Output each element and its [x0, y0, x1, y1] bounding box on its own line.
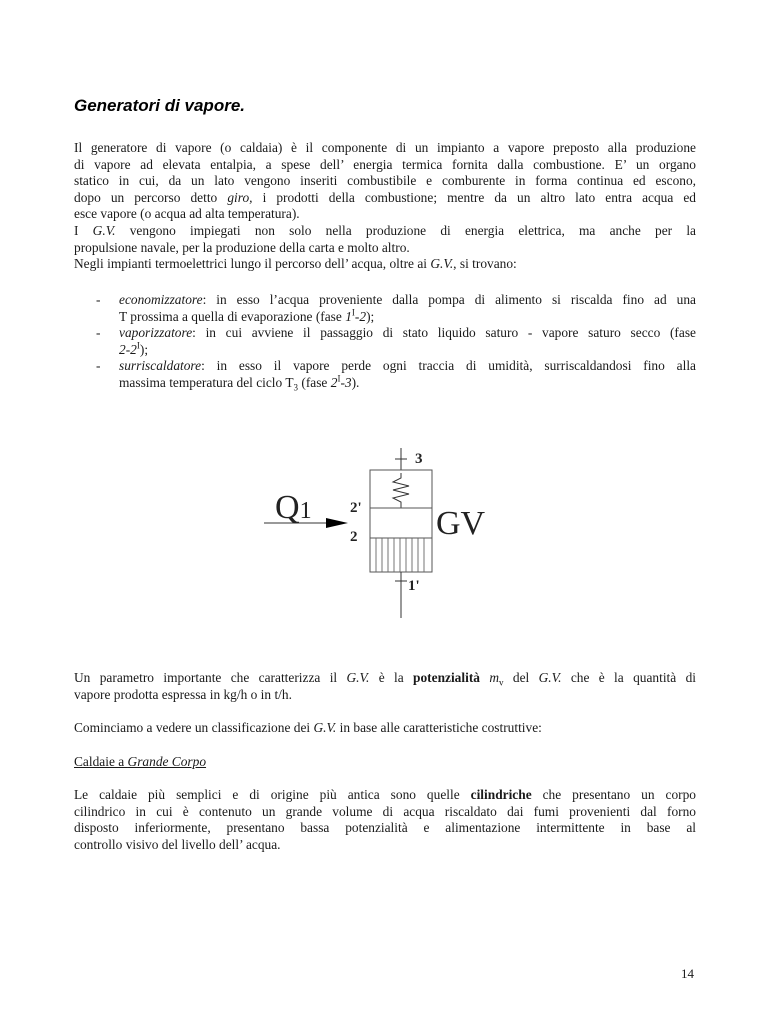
intro-line-6: [74, 223, 696, 240]
point-1-prime-label: 1': [408, 578, 420, 594]
list-item-economizzatore: [74, 292, 696, 325]
gv-label: GV: [436, 505, 486, 542]
text: che presentano un corpo: [531, 787, 697, 802]
list-dash: -: [96, 292, 101, 307]
intro-line-5: esce vapore (o acqua ad alta temperatura).: [74, 206, 300, 222]
list-item-text: );: [139, 341, 149, 357]
term-surriscaldatore: surriscaldatore: [119, 358, 202, 374]
phase-sup: I: [337, 373, 341, 384]
intro-line-4: [74, 190, 696, 207]
intro-line-8-a: Negli impianti termoelettrici lungo il percorso dell’ acqua, oltre ai: [74, 256, 431, 272]
phase-label: 2: [359, 308, 367, 324]
intro-line-1: Il generatore di vapore (o caldaia) è il componente di un impianto a vapore preposto alla produzione: [74, 140, 696, 155]
term-economizzatore: economizzatore: [119, 292, 203, 307]
intro-line-6-b: vengono impiegati non solo nella produzione di energia elettrica, ma anche per la: [115, 222, 696, 238]
point-2-prime-label: 2': [350, 500, 362, 516]
page-number: 14: [681, 966, 694, 981]
abbr-gv: G.V.: [313, 720, 337, 735]
intro-line-8-b: , si trovano:: [453, 256, 517, 272]
para2-line-2: vapore prodotta espressa in kg/h o in t/h.: [74, 686, 292, 702]
para4-line-2: cilindrico in cui è contenuto un grande volume di acqua riscaldato dai fumi provenienti dal forno: [74, 803, 696, 819]
heat-label: Q1: [275, 489, 312, 526]
phase-label: 2: [330, 374, 338, 390]
point-3-label: 3: [415, 451, 423, 467]
intro-line-4-a: dopo un percorso detto: [74, 189, 228, 205]
page-title: Generatori di vapore.: [74, 96, 245, 115]
list-item-surriscaldatore: [74, 358, 696, 391]
text: in base alle caratteristiche costruttive:: [336, 720, 542, 735]
abbr-gv: G.V.: [538, 670, 562, 685]
phase-label: 2-2: [119, 341, 137, 357]
phase-sep: -: [354, 308, 360, 324]
abbr-gv: G.V.: [430, 256, 454, 272]
classification-paragraph: [74, 720, 696, 737]
list-item-text: );: [366, 308, 375, 324]
list-item-text: massima temperatura del ciclo T: [119, 374, 294, 390]
steam-generator-diagram: [250, 440, 530, 625]
phase-label: -3: [340, 374, 352, 390]
abbr-gv: G.V.: [92, 222, 116, 238]
term-vaporizzatore: vaporizzatore: [119, 325, 193, 341]
intro-line-7: propulsione navale, per la produzione della carta e molto altro.: [74, 239, 410, 255]
phase-label: 1: [345, 308, 352, 324]
intro-line-6-a: I: [74, 222, 93, 238]
para3-line-1: [74, 720, 696, 737]
term-grande-corpo: Grande Corpo: [127, 754, 207, 769]
term-potenzialita: potenzialità: [413, 670, 480, 685]
phase-sup: I: [136, 340, 140, 351]
text: che è la quantità di: [561, 670, 696, 685]
subscript: v: [499, 677, 504, 688]
intro-line-8: [74, 256, 696, 273]
economizer-section: [370, 538, 432, 572]
list-item-text: (fase: [298, 374, 331, 390]
intro-paragraph: [74, 140, 696, 273]
potenzialita-paragraph: [74, 670, 696, 703]
component-list: [74, 292, 696, 392]
text: del: [503, 670, 539, 685]
text: Le caldaie più semplici e di origine più antica sono quelle: [74, 787, 471, 802]
list-item-text: T prossima a quella di evaporazione (fase: [119, 308, 346, 324]
heat-arrow-icon: [326, 518, 348, 528]
list-item-text: ).: [351, 374, 360, 390]
section-heading-text: [74, 754, 696, 771]
para4-line-3: disposto inferiormente, presentano bassa potenzialità e alimentazione intermittente in base al: [74, 820, 696, 836]
list-item-text: : in cui avviene il passaggio di stato liquido saturo - vapore saturo secco (fase: [192, 325, 696, 341]
list-item-text: : in esso il vapore perde ogni traccia di umidità, surriscaldandosi fino alla: [201, 358, 696, 374]
intro-line-3: statico in cui, da un lato vengono inseriti combustibile e comburente in forma continua ed escono,: [74, 173, 696, 189]
list-dash: -: [96, 358, 101, 374]
phase-sup: I: [351, 307, 355, 318]
para4-line-4: controllo visivo del livello dell’ acqua.: [74, 836, 281, 852]
text: è la: [369, 670, 414, 685]
intro-line-2: di vapore ad elevata entalpia, a spese dell’ energia termica fornita dalla combustione. E’ un organo: [74, 156, 696, 172]
list-dash: -: [96, 325, 101, 341]
vaporizer-section: [370, 508, 432, 538]
para2-line-1: [74, 670, 696, 687]
subscript: 3: [293, 382, 299, 393]
para4-line-1: [74, 787, 696, 804]
text: Un parametro importante che caratterizza il: [74, 670, 347, 685]
term-giro: giro,: [227, 189, 253, 205]
caldaie-paragraph: [74, 787, 696, 853]
point-2-label: 2: [350, 529, 358, 545]
list-item-vaporizzatore: [74, 325, 696, 358]
intro-line-4-b: i prodotti della combustione; mentre da un altro lato entra acqua ed: [252, 189, 696, 205]
text: Caldaie a: [74, 754, 128, 769]
text: Cominciamo a vedere un classificazione dei: [74, 720, 314, 735]
section-heading: [74, 754, 696, 771]
term-cilindriche: cilindriche: [470, 787, 532, 802]
list-item-text: : in esso l’acqua proveniente dalla pompa di alimento si riscalda fino ad una: [202, 292, 696, 307]
abbr-gv: G.V.: [346, 670, 370, 685]
symbol-m: m: [489, 670, 500, 685]
